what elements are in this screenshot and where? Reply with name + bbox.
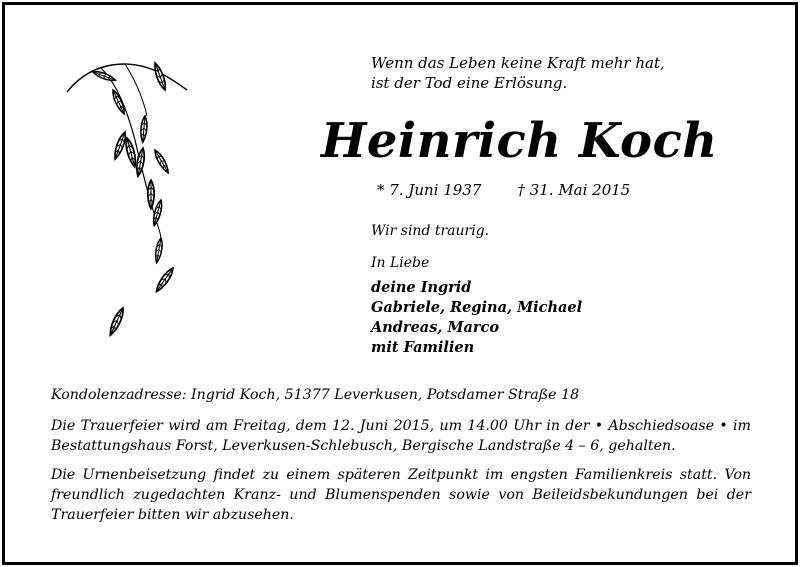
deceased-name: Heinrich Koch	[321, 113, 718, 169]
mourner-line: mit Familien	[371, 339, 475, 356]
love-line: In Liebe	[371, 255, 430, 271]
motto-line: Wenn das Leben keine Kraft mehr hat,	[371, 54, 665, 72]
mourner-line: Gabriele, Regina, Michael	[371, 299, 583, 316]
sad-line: Wir sind traurig.	[371, 223, 490, 239]
birch-leaves-icon	[65, 50, 215, 360]
mourner-line: deine Ingrid	[371, 279, 472, 296]
mourners-list	[371, 278, 582, 358]
motto-line: ist der Tod eine Erlösung.	[371, 74, 568, 92]
motto	[371, 53, 665, 93]
mourner-line: Andreas, Marco	[371, 319, 500, 336]
obituary-card	[2, 2, 798, 565]
burial-text: Die Urnenbeisetzung findet zu einem späteren Zeitpunkt im engsten Familienkreis statt. Von freundlich zugedachten Kranz- und Blumenspenden sowie von Beileidsbekundungen bei der Trauerfeier bitten wir abzusehen.	[51, 467, 751, 523]
death-date: † 31. Mai 2015	[517, 181, 631, 199]
life-dates	[377, 181, 630, 199]
ceremony-text: Die Trauerfeier wird am Freitag, dem 12. Juni 2015, um 14.00 Uhr in der • Abschiedsoase • im Bestattungshaus Forst, Leverkusen-Schlebusch, Bergische Landstraße 4 – 6, gehalten.	[51, 418, 751, 454]
condolence-address: Kondolenzadresse: Ingrid Koch, 51377 Leverkusen, Potsdamer Straße 18	[51, 387, 580, 403]
birth-date: * 7. Juni 1937	[377, 181, 482, 199]
